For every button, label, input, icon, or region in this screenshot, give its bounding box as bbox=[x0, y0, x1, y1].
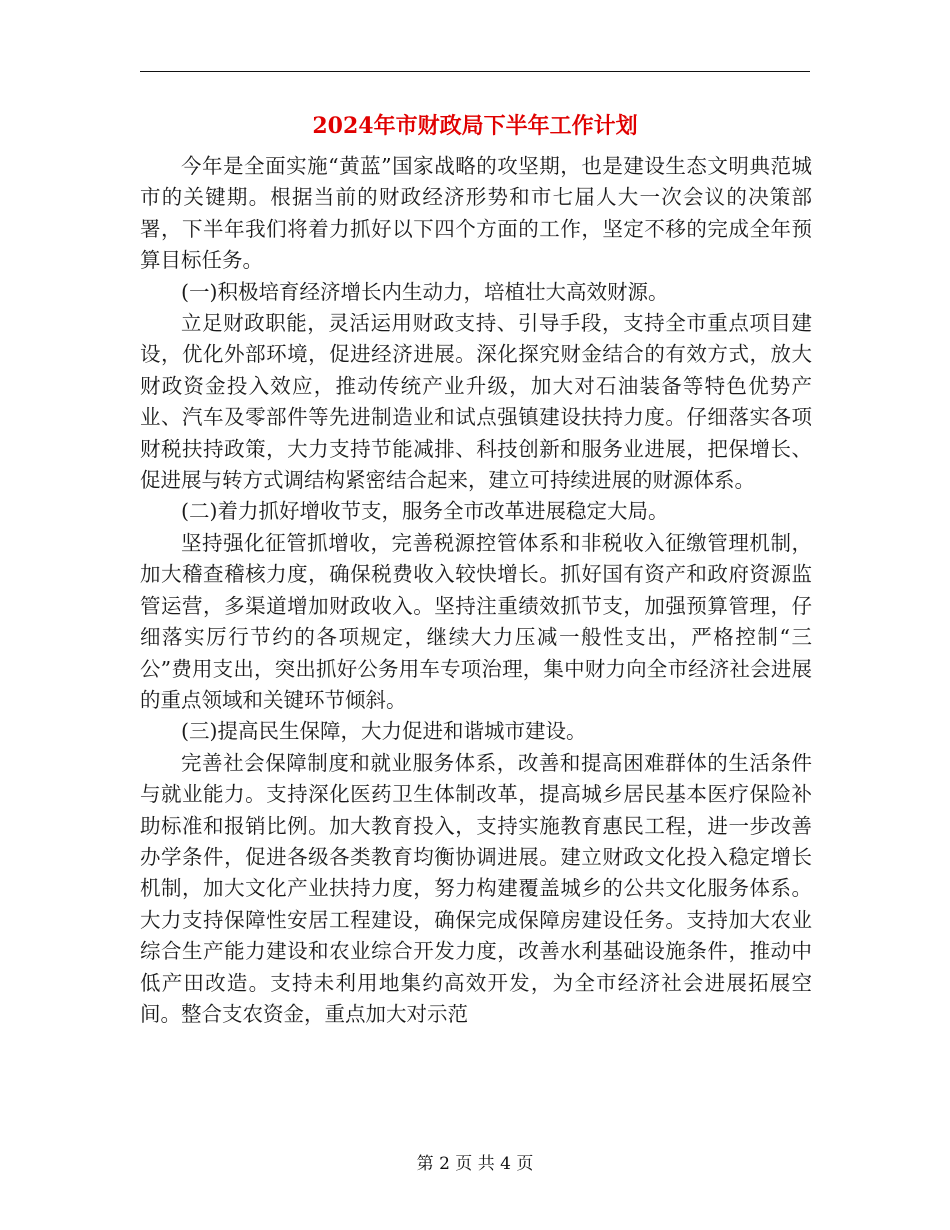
paragraph-section-1: 立足财政职能，灵活运用财政支持、引导手段，支持全市重点项目建设，优化外部环境，促进经济进展。深化探究财金结合的有效方式，放大财政资金投入效应，推动传统产业升级，加大对石油装备等特色优势产业、汽车及零部件等先进制造业和试点强镇建设扶持力度。仔细落实各项财税扶持政策，大力支持节能减排、科技创新和服务业进展，把保增长、促进展与转方式调结构紧密结合起来，建立可持续进展的财源体系。 bbox=[140, 311, 812, 493]
document-body bbox=[140, 151, 812, 1030]
section-heading-2: (二)着力抓好增收节支，服务全市改革进展稳定大局。 bbox=[181, 499, 669, 524]
page-number-footer: 第 2 页 共 4 页 bbox=[416, 1154, 534, 1174]
section-heading-1: (一)积极培育经济增长内生动力，培植壮大高效财源。 bbox=[181, 279, 669, 304]
paragraph-section-2: 坚持强化征管抓增收，完善税源控管体系和非税收入征缴管理机制，加大稽查稽核力度，确保税费收入较快增长。抓好国有资产和政府资源监管运营，多渠道增加财政收入。坚持注重绩效抓节支，加强预算管理，仔细落实厉行节约的各项规定，继续大力压减一般性支出，严格控制“三公”费用支出，突出抓好公务用车专项治理，集中财力向全市经济社会进展的重点领域和关键环节倾斜。 bbox=[140, 530, 812, 712]
paragraph-intro: 今年是全面实施“黄蓝”国家战略的攻坚期，也是建设生态文明典范城市的关键期。根据当前的财政经济形势和市七届人大一次会议的决策部署，下半年我们将着力抓好以下四个方面的工作，坚定不移的完成全年预算目标任务。 bbox=[140, 154, 812, 273]
document-title: 2024年市财政局下半年工作计划 bbox=[312, 113, 638, 139]
header-rule bbox=[140, 71, 810, 72]
paragraph-section-3: 完善社会保障制度和就业服务体系，改善和提高困难群体的生活条件与就业能力。支持深化医药卫生体制改革，提高城乡居民基本医疗保险补助标准和报销比例。加大教育投入，支持实施教育惠民工程，进一步改善办学条件，促进各级各类教育均衡协调进展。建立财政文化投入稳定增长机制，加大文化产业扶持力度，努力构建覆盖城乡的公共文化服务体系。大力支持保障性安居工程建设，确保完成保障房建设任务。支持加大农业综合生产能力建设和农业综合开发力度，改善水利基础设施条件，推动中低产田改造。支持未利用地集约高效开发，为全市经济社会进展拓展空间。整合支农资金，重点加大对示范 bbox=[140, 750, 812, 1026]
section-heading-3: (三)提高民生保障，大力促进和谐城市建设。 bbox=[181, 719, 587, 744]
